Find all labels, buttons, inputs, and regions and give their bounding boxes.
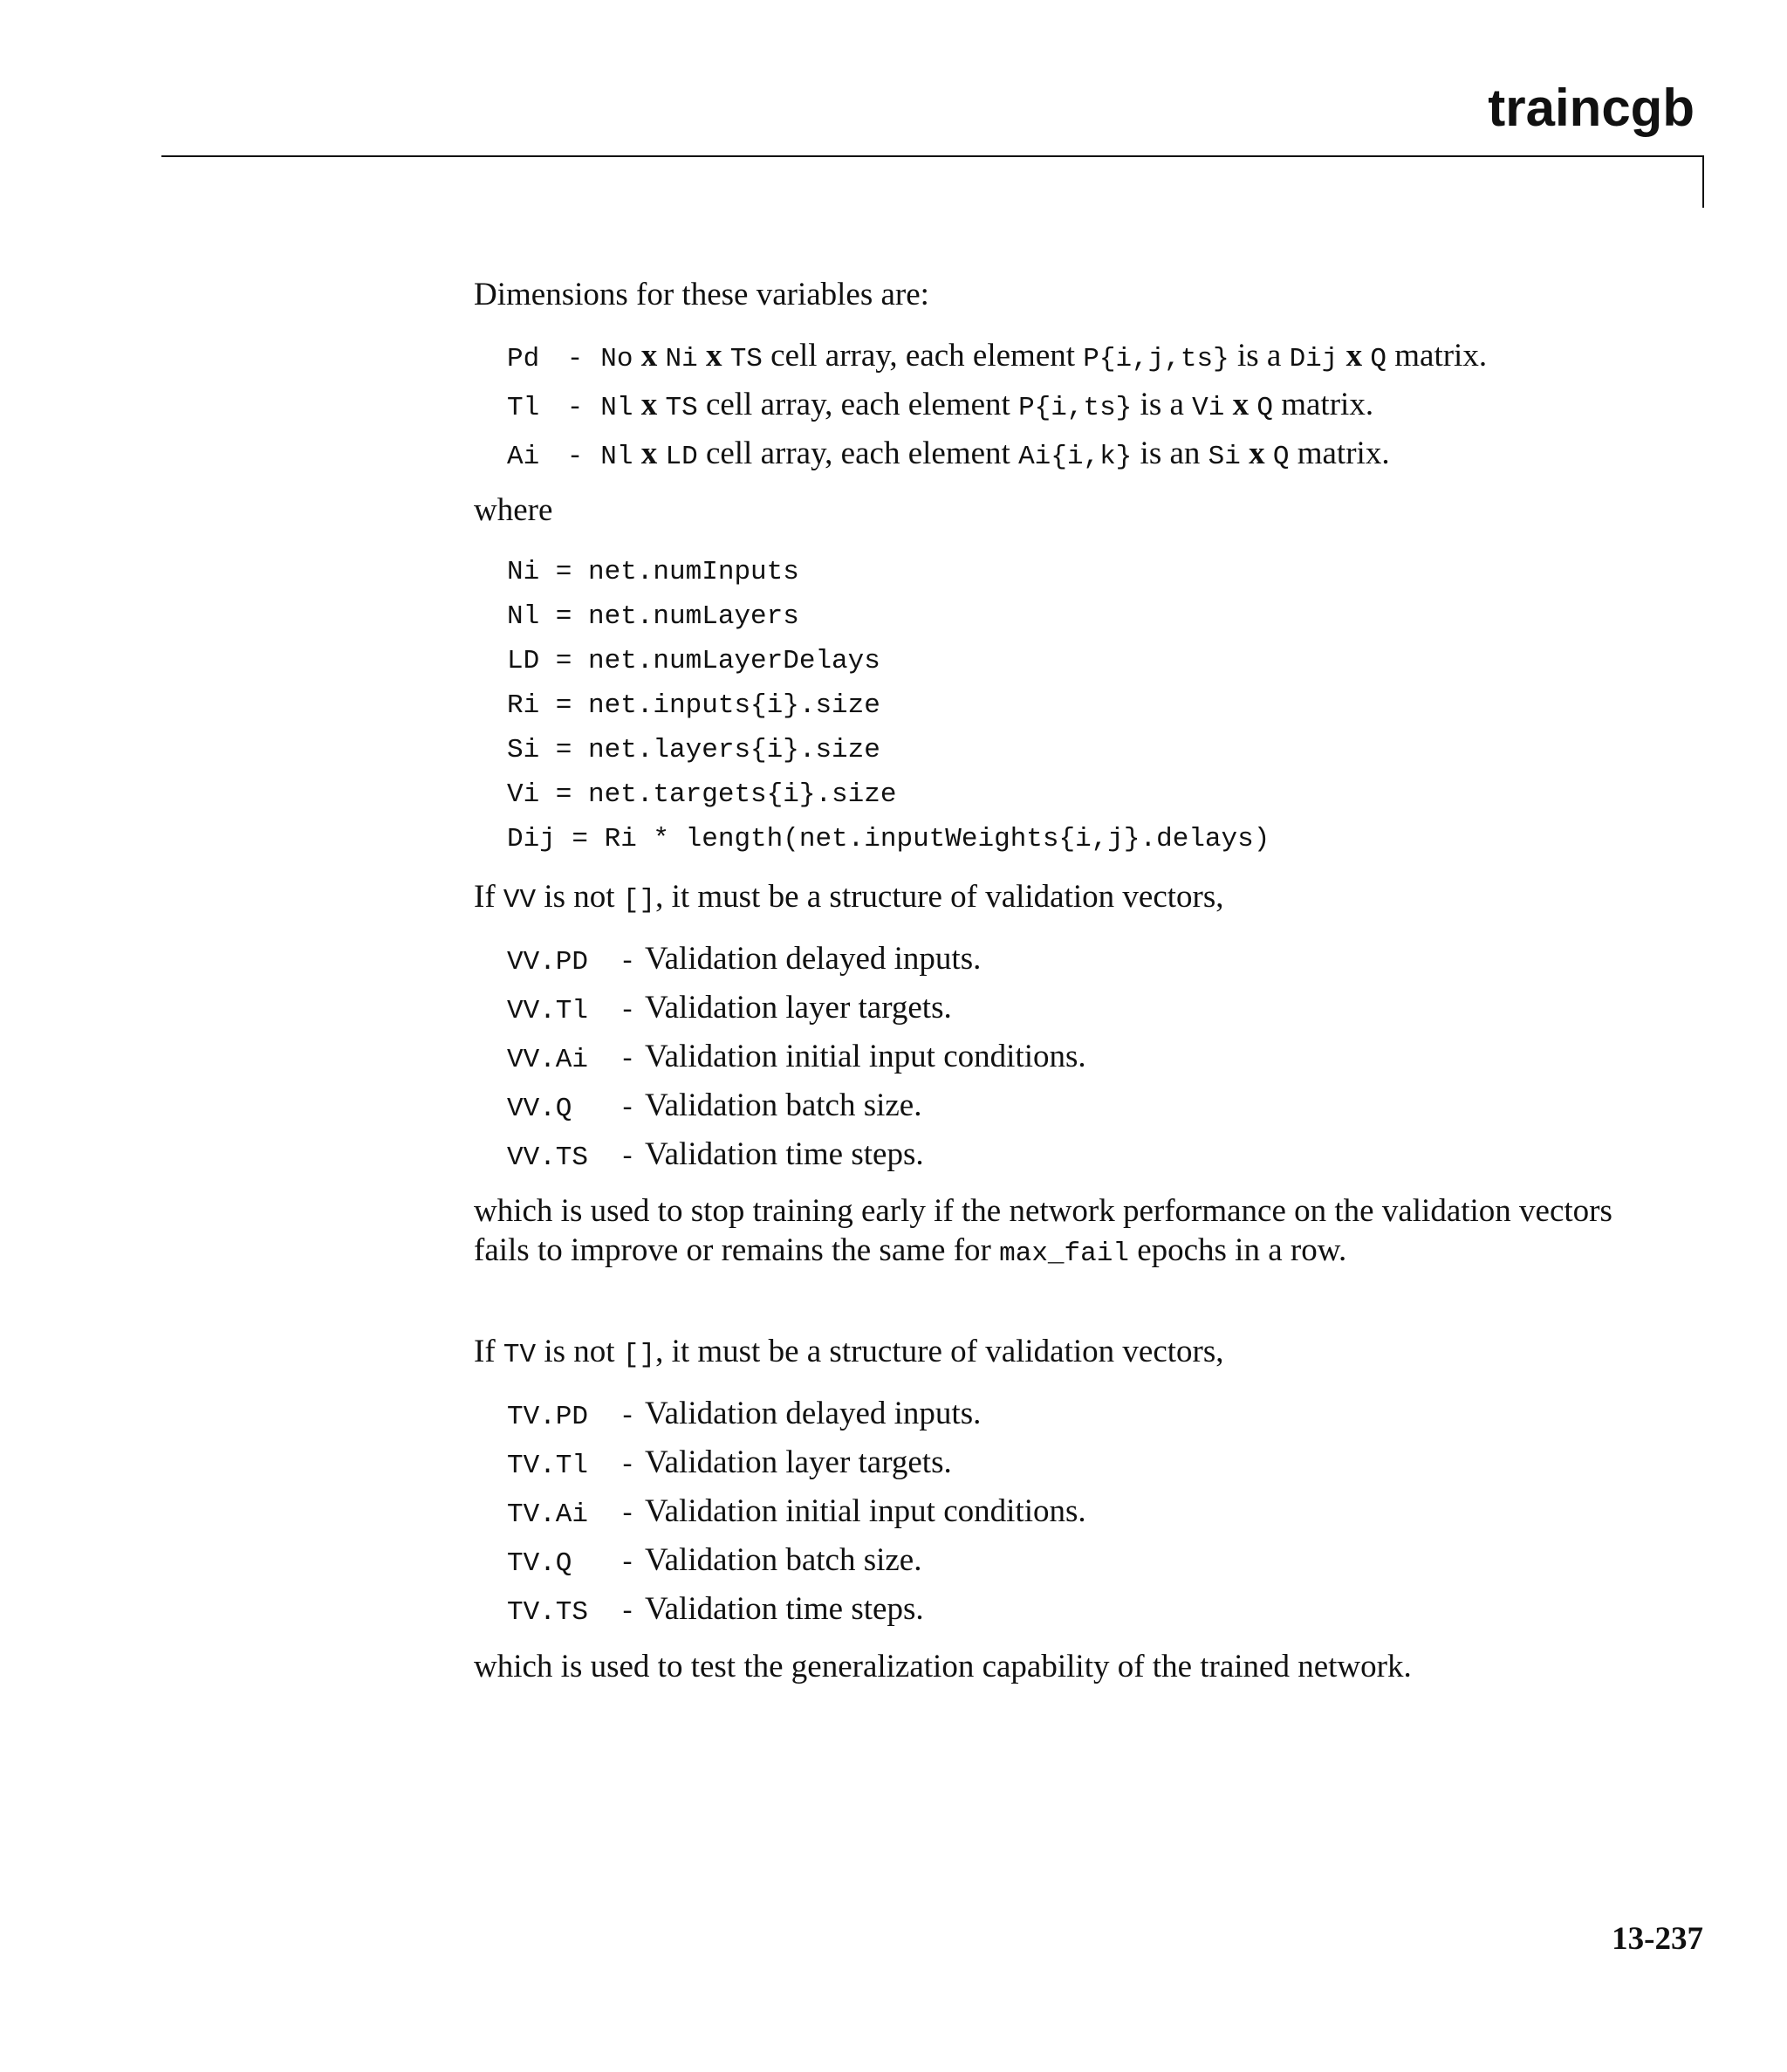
tv-item bbox=[507, 1443, 952, 1485]
vv-dash: - bbox=[619, 1045, 636, 1075]
times-sign: x bbox=[1232, 387, 1250, 422]
definition-line: Nl = net.numLayers bbox=[507, 601, 799, 632]
tv-dash: - bbox=[619, 1597, 636, 1628]
tv-desc: Validation batch size. bbox=[645, 1542, 922, 1578]
tv-dash: - bbox=[619, 1451, 636, 1481]
tv-item bbox=[507, 1394, 981, 1437]
vv-intro-text: If bbox=[474, 879, 496, 915]
times-sign: x bbox=[705, 338, 722, 374]
definition-line: Si = net.layers{i}.size bbox=[507, 735, 880, 765]
size-term: LD bbox=[665, 442, 698, 472]
vv-desc: Validation layer targets. bbox=[645, 990, 952, 1026]
definition-line: LD = net.numLayerDelays bbox=[507, 646, 880, 676]
vv-explanation bbox=[474, 1191, 1634, 1273]
dim-text: cell array, each element bbox=[705, 436, 1010, 471]
dim-text: matrix. bbox=[1297, 436, 1390, 471]
vv-desc: Validation batch size. bbox=[645, 1087, 922, 1123]
tv-intro bbox=[474, 1332, 1224, 1375]
size-term: Q bbox=[1272, 442, 1290, 472]
dim-dash: - bbox=[566, 344, 584, 374]
tv-dash: - bbox=[619, 1548, 636, 1579]
definition-line: Ri = net.inputs{i}.size bbox=[507, 690, 880, 721]
tv-key: TV.Tl bbox=[507, 1451, 589, 1481]
tv-key: TV.Q bbox=[507, 1548, 572, 1579]
dim-text: cell array, each element bbox=[705, 387, 1010, 422]
tv-dash: - bbox=[619, 1499, 636, 1530]
dim-dash: - bbox=[566, 393, 584, 423]
size-term: Dij bbox=[1289, 344, 1339, 374]
dim-name: Ai bbox=[507, 442, 540, 472]
header-rule bbox=[161, 155, 1704, 157]
times-sign: x bbox=[640, 436, 658, 471]
vv-key: VV.Ai bbox=[507, 1045, 589, 1075]
empty-brackets: [] bbox=[622, 885, 656, 916]
tv-desc: Validation initial input conditions. bbox=[645, 1493, 1086, 1529]
size-term: Si bbox=[1208, 442, 1241, 472]
dimension-row-pd bbox=[507, 336, 1487, 379]
times-sign: x bbox=[640, 387, 658, 422]
size-term: Q bbox=[1370, 344, 1386, 374]
vv-desc: Validation delayed inputs. bbox=[645, 941, 982, 977]
element-ref: Ai{i,k} bbox=[1018, 442, 1133, 472]
vv-key: VV.Q bbox=[507, 1094, 572, 1124]
vv-explanation-text: which is used to stop training early if the network performance on the validation vectors fails to improve or remains the same for bbox=[474, 1193, 1612, 1268]
dim-text: cell array, each element bbox=[770, 338, 1076, 374]
vv-var: VV bbox=[503, 885, 537, 916]
tv-desc: Validation layer targets. bbox=[645, 1444, 952, 1480]
size-term: No bbox=[600, 344, 633, 374]
element-ref: P{i,j,ts} bbox=[1083, 344, 1229, 374]
dim-text: matrix. bbox=[1281, 387, 1374, 422]
tv-item bbox=[507, 1492, 1086, 1534]
vv-dash: - bbox=[619, 1142, 636, 1173]
definition-line: Dij = Ri * length(net.inputWeights{i,j}.delays) bbox=[507, 824, 1270, 854]
size-term: Vi bbox=[1192, 393, 1225, 423]
times-sign: x bbox=[1249, 436, 1265, 471]
dim-text: matrix. bbox=[1394, 338, 1488, 374]
empty-brackets: [] bbox=[622, 1340, 656, 1370]
page-number: 13-237 bbox=[1612, 1921, 1703, 1957]
dimensions-intro: Dimensions for these variables are: bbox=[474, 277, 929, 312]
header-rule-tick bbox=[1702, 155, 1704, 208]
tv-desc: Validation time steps. bbox=[645, 1591, 924, 1627]
vv-intro bbox=[474, 877, 1224, 920]
size-term: Nl bbox=[600, 393, 633, 423]
size-term: TS bbox=[665, 393, 698, 423]
vv-dash: - bbox=[619, 947, 636, 978]
dim-dash: - bbox=[566, 442, 584, 472]
vv-explanation-text: epochs in a row. bbox=[1137, 1232, 1347, 1268]
vv-dash: - bbox=[619, 1094, 636, 1124]
element-ref: P{i,ts} bbox=[1018, 393, 1133, 423]
definition-line: Ni = net.numInputs bbox=[507, 557, 799, 587]
dim-text: is a bbox=[1140, 387, 1184, 422]
vv-item bbox=[507, 1037, 1086, 1080]
page-title: traincgb bbox=[1488, 79, 1695, 137]
definition-line: Vi = net.targets{i}.size bbox=[507, 779, 897, 810]
tv-intro-text: If bbox=[474, 1334, 496, 1369]
times-sign: x bbox=[1345, 338, 1363, 374]
tv-item bbox=[507, 1589, 924, 1632]
max-fail-code: max_fail bbox=[999, 1238, 1129, 1269]
tv-item bbox=[507, 1540, 921, 1583]
vv-key: VV.PD bbox=[507, 947, 589, 978]
tv-intro-text: , it must be a structure of validation vectors, bbox=[655, 1334, 1224, 1369]
vv-key: VV.TS bbox=[507, 1142, 589, 1173]
tv-dash: - bbox=[619, 1402, 636, 1432]
dimension-row-ai bbox=[507, 434, 1390, 477]
where-label: where bbox=[474, 492, 553, 528]
dim-text: is a bbox=[1236, 338, 1282, 374]
vv-item bbox=[507, 1086, 921, 1129]
vv-desc: Validation initial input conditions. bbox=[645, 1039, 1086, 1074]
tv-key: TV.PD bbox=[507, 1402, 589, 1432]
vv-key: VV.Tl bbox=[507, 996, 589, 1026]
size-term: Nl bbox=[600, 442, 633, 472]
vv-intro-text: is not bbox=[544, 879, 615, 915]
vv-desc: Validation time steps. bbox=[645, 1136, 924, 1172]
tv-intro-text: is not bbox=[544, 1334, 615, 1369]
size-term: Q bbox=[1256, 393, 1273, 423]
dim-name: Pd bbox=[507, 344, 540, 374]
vv-item bbox=[507, 939, 981, 982]
times-sign: x bbox=[640, 338, 658, 374]
vv-item bbox=[507, 1135, 924, 1177]
tv-var: TV bbox=[503, 1340, 537, 1370]
vv-intro-text: , it must be a structure of validation vectors, bbox=[655, 879, 1224, 915]
dimension-row-tl bbox=[507, 385, 1373, 428]
vv-item bbox=[507, 988, 952, 1031]
tv-explanation: which is used to test the generalization capability of the trained network. bbox=[474, 1649, 1412, 1684]
dim-name: Tl bbox=[507, 393, 540, 423]
size-term: TS bbox=[729, 344, 763, 374]
tv-key: TV.TS bbox=[507, 1597, 589, 1628]
tv-key: TV.Ai bbox=[507, 1499, 589, 1530]
dim-text: is an bbox=[1140, 436, 1201, 471]
size-term: Ni bbox=[665, 344, 698, 374]
vv-dash: - bbox=[619, 996, 636, 1026]
tv-desc: Validation delayed inputs. bbox=[645, 1396, 982, 1431]
